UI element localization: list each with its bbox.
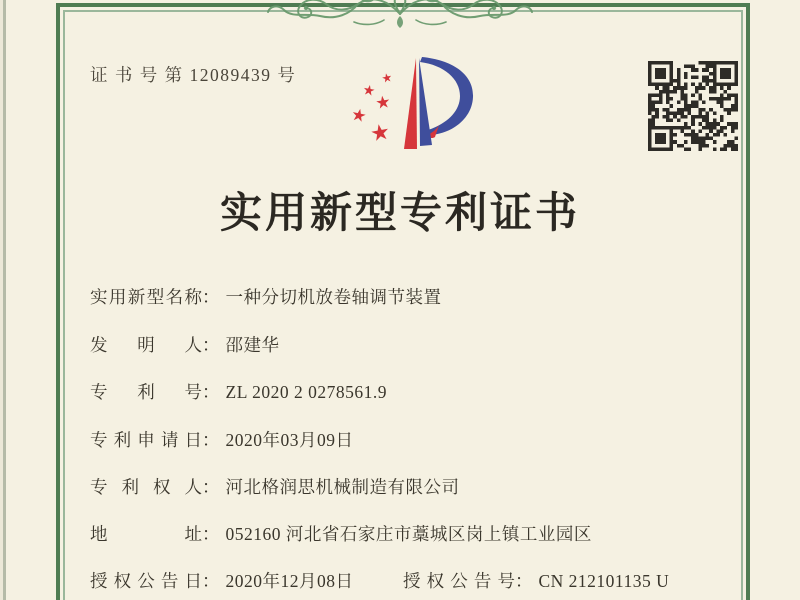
cnipa-patent-logo-icon xyxy=(340,52,480,164)
certificate-title: 实用新型专利证书 xyxy=(219,191,580,237)
svg-text:★: ★ xyxy=(374,92,393,114)
field-label: 专利权人 xyxy=(90,477,202,497)
field-colon: ： xyxy=(202,477,220,497)
certificate-number: 证 书 号 第 12089439 号 xyxy=(90,65,297,85)
field-colon: ： xyxy=(202,382,220,402)
field-row-inventor xyxy=(90,332,750,357)
field-row-patentee xyxy=(90,474,750,499)
svg-text:★: ★ xyxy=(361,82,377,100)
field-colon: ： xyxy=(202,335,220,355)
field-row-address xyxy=(90,521,750,546)
field-label: 地址 xyxy=(90,524,202,544)
field-label: 专利号 xyxy=(90,382,202,402)
field-row-patent-number xyxy=(90,379,750,404)
field-value: 2020年03月09日 xyxy=(225,430,354,450)
field-row-utility-model-name xyxy=(90,284,750,309)
field-colon: ： xyxy=(202,430,220,450)
field-label: 授权公告日 xyxy=(90,571,202,591)
field-value: 2020年12月08日 xyxy=(225,571,354,591)
field-colon: ： xyxy=(202,571,220,591)
field-value: ZL 2020 2 0278561.9 xyxy=(225,382,387,402)
field-pair-grant-number xyxy=(403,568,669,593)
scan-left-edge-line xyxy=(3,0,6,600)
top-flourish-ornament-icon xyxy=(266,0,534,30)
field-row-grant-info xyxy=(90,568,750,593)
field-value: 052160 河北省石家庄市藁城区岗上镇工业园区 xyxy=(225,524,592,544)
field-colon: ： xyxy=(202,287,220,307)
qr-code xyxy=(644,61,742,151)
field-value: CN 212101135 U xyxy=(538,571,670,591)
field-value: 邵建华 xyxy=(225,335,280,355)
field-label: 专利申请日 xyxy=(90,430,202,450)
field-label: 授权公告号 xyxy=(403,571,515,591)
svg-text:★: ★ xyxy=(349,104,369,128)
field-colon: ： xyxy=(515,571,533,591)
field-label: 发明人 xyxy=(90,335,202,355)
field-colon: ： xyxy=(202,524,220,544)
field-value: 河北格润思机械制造有限公司 xyxy=(225,477,460,497)
field-row-filing-date xyxy=(90,427,750,452)
svg-text:★: ★ xyxy=(368,119,393,148)
field-value: 一种分切机放卷轴调节装置 xyxy=(225,287,442,307)
svg-text:★: ★ xyxy=(380,70,394,86)
field-label: 实用新型名称 xyxy=(90,287,202,307)
